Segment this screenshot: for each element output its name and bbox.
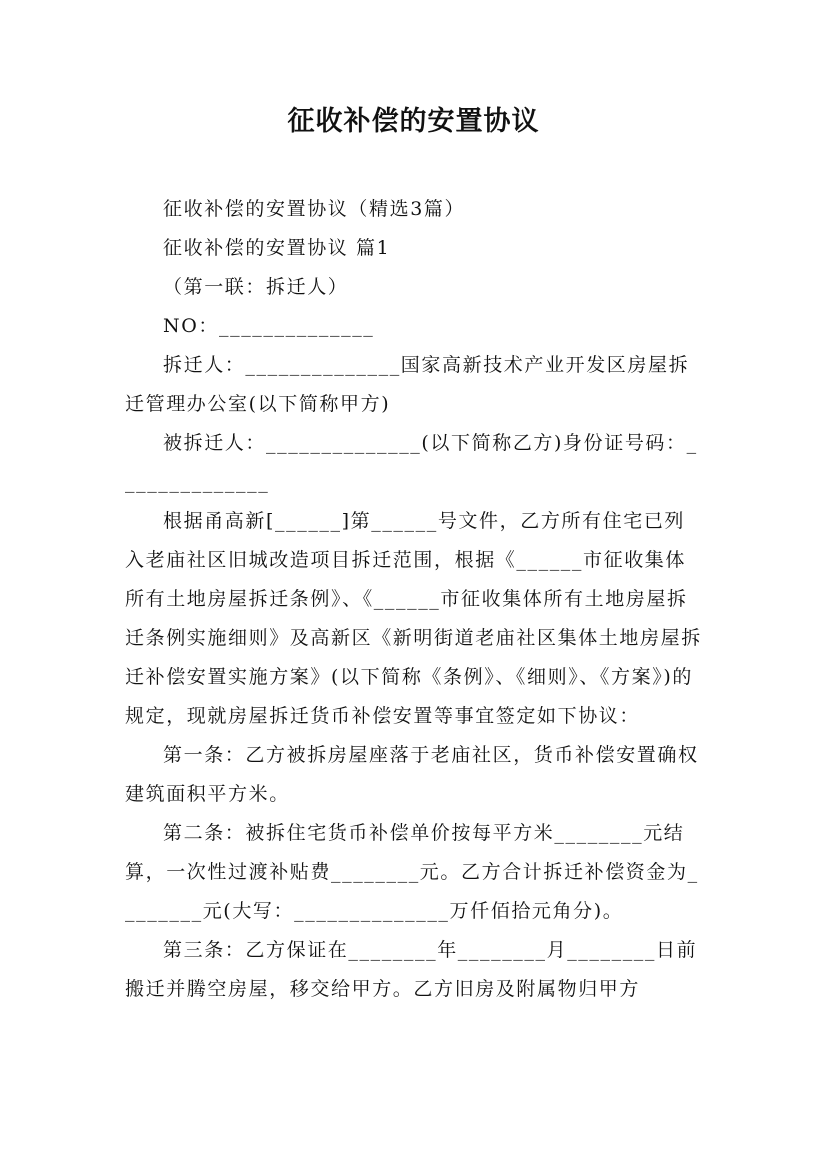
paragraph-relocator: 拆迁人：______________国家高新技术产业开发区房屋拆迁管理办公室(以下简称甲方) [125,354,690,415]
paragraph-article-heading: 征收补偿的安置协议 篇1 [163,237,391,259]
paragraph-subtitle: 征收补偿的安置协议（精选3篇） [163,198,466,220]
paragraph-clause-2: 第二条：被拆住宅货币补偿单价按每平方米________元结算，一次性过渡补贴费________元。乙方合计拆迁补偿资金为________元(大写：______________万仟佰拾元角分)。 [125,822,699,922]
document-title: 征收补偿的安置协议 [287,106,540,137]
paragraph-relocatee: 被拆迁人：______________(以下简称乙方)身份证号码：______________ [125,432,698,493]
paragraph-number-field: NO：______________ [163,315,375,337]
document-body [125,190,705,1009]
paragraph-clause-3: 第三条：乙方保证在________年________月________日前搬迁并腾空房屋，移交给甲方。乙方旧房及附属物归甲方 [125,939,698,1000]
paragraph-legal-basis: 根据甬高新[______]第______号文件，乙方所有住宅已列入老庙社区旧城改造项目拆迁范围，根据《______市征收集体所有土地房屋拆迁条例》、《______市征收集体所有土地房屋拆迁条例实施细则》及高新区《新明街道老庙社区集体土地房屋拆迁补偿安置实施方案》(以下简称《条例》、《细则》、《方案》)的规定，现就房屋拆迁货币补偿安置等事宜签定如下协议： [125,510,702,727]
paragraph-copy-label: （第一联：拆迁人） [163,276,349,298]
paragraph-clause-1: 第一条：乙方被拆房屋座落于老庙社区，货币补偿安置确权建筑面积平方米。 [125,744,699,805]
